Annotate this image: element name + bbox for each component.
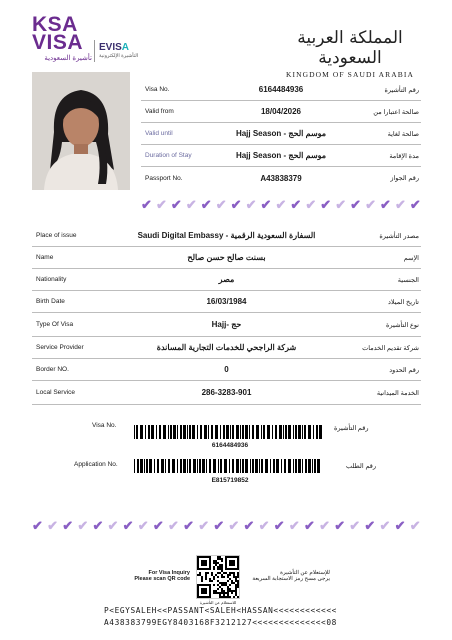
ksa-visa-logo — [32, 13, 92, 62]
check-mark-icon: ✔ — [379, 518, 391, 533]
field-value: Hajj- حج — [211, 320, 242, 329]
barcode-bar — [197, 459, 198, 473]
check-mark-icon: ✔ — [137, 518, 149, 533]
check-mark-icon: ✔ — [213, 518, 225, 533]
check-mark-icon: ✔ — [183, 518, 194, 533]
barcode-bar — [261, 459, 263, 473]
kingdom-header — [270, 28, 430, 79]
evisa-suffix: A — [121, 42, 130, 53]
field-duration — [141, 145, 421, 167]
check-mark-icon: ✔ — [107, 518, 119, 533]
field-border-no — [32, 359, 421, 381]
barcode-bar — [202, 459, 205, 473]
field-value: 18/04/2026 — [260, 107, 302, 116]
visa-barcode-label: Visa No. — [92, 422, 117, 429]
field-label-ar: الخدمة الميدانية — [376, 389, 419, 397]
barcode-bar — [288, 459, 291, 473]
barcode-bar — [242, 425, 244, 439]
field-birth-date — [32, 291, 421, 313]
field-value: Hajj Season - موسم الحج — [235, 129, 327, 138]
field-label: Name — [36, 254, 54, 261]
barcode-bar — [173, 425, 176, 439]
ksa-logo-line1: KSA — [32, 13, 78, 36]
check-mark-icon: ✔ — [260, 197, 272, 212]
kingdom-arabic: المملكة العربية السعودية — [297, 28, 403, 68]
barcode-bar — [224, 459, 227, 473]
check-mark-icon: ✔ — [380, 197, 391, 212]
barcode-bar — [285, 425, 287, 439]
barcode-bar — [144, 459, 145, 473]
visa-inquiry-text-ar — [246, 570, 330, 582]
holder-photo — [32, 72, 130, 190]
barcode-bar — [168, 459, 170, 473]
barcode-bar — [151, 425, 154, 439]
barcode-bar — [308, 425, 311, 439]
kingdom-english: KINGDOM OF SAUDI ARABIA — [285, 70, 414, 79]
check-mark-icon: ✔ — [228, 518, 240, 533]
visa-barcode-label-ar: رقم التأشيرة — [334, 425, 369, 432]
field-label-ar: رقم التأشيرة — [384, 86, 419, 94]
field-label-ar: رقم الجواز — [390, 175, 419, 182]
barcode-bar — [276, 459, 279, 473]
check-mark-icon: ✔ — [62, 518, 74, 533]
barcode-bar — [159, 425, 161, 439]
barcode-bar — [192, 425, 195, 439]
barcode-bar — [305, 459, 307, 473]
barcode-bar — [229, 459, 230, 473]
barcode-bar — [197, 425, 198, 439]
barcode-bar — [295, 425, 297, 439]
barcode-bar — [270, 459, 271, 473]
check-mark-icon: ✔ — [350, 197, 362, 212]
field-label-ar: صالحة اعتبارا من — [373, 108, 419, 116]
barcode-bar — [267, 425, 270, 439]
barcode-bar — [170, 425, 172, 439]
barcode-bar — [183, 459, 186, 473]
barcode-bar — [298, 459, 301, 473]
barcode-bar — [302, 425, 303, 439]
barcode-bar — [136, 425, 138, 439]
check-mark-icon: ✔ — [335, 197, 347, 212]
barcode-bar — [273, 459, 275, 473]
barcode-bar — [148, 425, 150, 439]
field-place-of-issue — [32, 225, 421, 247]
check-mark-icon: ✔ — [334, 518, 346, 533]
barcode-bar — [187, 425, 188, 439]
barcode-bar — [255, 459, 258, 473]
check-mark-icon: ✔ — [32, 518, 43, 533]
field-label: Visa No. — [145, 86, 170, 93]
barcode-bar — [180, 425, 182, 439]
barcode-bar — [226, 425, 229, 439]
check-mark-icon: ✔ — [288, 518, 300, 533]
barcode-bar — [140, 425, 143, 439]
check-mark-icon: ✔ — [47, 518, 59, 533]
barcode-bar — [242, 459, 244, 473]
barcode-bar — [213, 459, 216, 473]
field-value: Saudi Digital Embassy - السفارة السعودية الرقمية — [137, 231, 316, 240]
barcode-bar — [208, 425, 209, 439]
barcode-bar — [220, 425, 221, 439]
barcode-bar — [200, 425, 202, 439]
barcode-bar — [316, 425, 318, 439]
barcode-bar — [215, 425, 218, 439]
barcode-bar — [193, 459, 196, 473]
barcode-bar — [163, 425, 166, 439]
barcode-bar — [187, 459, 188, 473]
barcode-bar — [168, 425, 169, 439]
check-mark-icon: ✔ — [394, 197, 406, 212]
barcode-bar — [272, 425, 273, 439]
field-label: Place of issue — [36, 232, 77, 239]
barcode-bar — [134, 425, 135, 439]
barcode-bar — [275, 425, 277, 439]
check-mark-icon: ✔ — [170, 197, 182, 212]
barcode-bar — [232, 459, 234, 473]
barcode-bar — [314, 459, 316, 473]
barcode-bar — [232, 425, 234, 439]
barcode-bar — [189, 459, 191, 473]
check-mark-icon: ✔ — [200, 197, 212, 212]
field-label-ar: نوع التأشيرة — [386, 321, 419, 329]
barcode-bar — [180, 459, 182, 473]
field-value: بسنت صالح حسن صالح — [187, 253, 266, 262]
check-mark-icon: ✔ — [258, 518, 270, 533]
barcode-bar — [240, 425, 241, 439]
barcode-bar — [183, 425, 186, 439]
barcode-bar — [281, 459, 282, 473]
ksa-logo-arabic: تأشيرة السعودية — [44, 55, 92, 62]
field-label: Border NO. — [36, 366, 69, 373]
check-mark-icon: ✔ — [275, 197, 287, 212]
barcode-bar — [211, 425, 213, 439]
field-label-ar: شركة تقديم الخدمات — [362, 344, 419, 352]
field-label-ar: الإسم — [403, 254, 419, 262]
barcode-bar — [165, 459, 166, 473]
field-value: 0 — [224, 365, 229, 374]
barcode-bar — [252, 425, 254, 439]
field-value: شركة الراجحي للخدمات التجارية المساندة — [156, 343, 297, 352]
barcode-bar — [236, 425, 239, 439]
field-label: Valid until — [145, 130, 173, 137]
check-mark-icon: ✔ — [409, 518, 421, 533]
field-label: Birth Date — [36, 298, 65, 305]
field-value: 286-3283-901 — [201, 388, 252, 397]
barcode-bar — [157, 459, 159, 473]
barcode-bar — [304, 425, 306, 439]
barcode-bar — [240, 459, 241, 473]
barcode-bar — [209, 459, 211, 473]
barcode-bar — [302, 459, 303, 473]
barcode-bar — [293, 459, 294, 473]
barcode-bar — [252, 459, 254, 473]
barcode-bar — [288, 425, 291, 439]
barcode-bar — [189, 425, 191, 439]
field-service-provider — [32, 337, 421, 359]
check-mark-icon: ✔ — [305, 197, 317, 212]
barcode-bar — [154, 459, 155, 473]
field-passport-no — [141, 167, 421, 189]
field-nationality — [32, 269, 421, 291]
check-mark-icon: ✔ — [92, 518, 104, 533]
field-label-ar: رقم الحدود — [389, 366, 419, 374]
check-mark-icon: ✔ — [320, 197, 332, 212]
barcode-bar — [312, 459, 313, 473]
field-value: Hajj Season - موسم الحج — [235, 151, 327, 160]
barcode-bar — [220, 459, 222, 473]
barcode-bar — [293, 425, 294, 439]
mrz-line-1: P<EGYSALEH<<PASSANT<SALEH<HASSAN<<<<<<<<<<<< — [104, 606, 337, 615]
visa-inquiry-text — [110, 570, 190, 582]
field-label-ar: مدة الإقامة — [389, 152, 419, 160]
check-mark-icon: ✔ — [141, 197, 152, 212]
barcode-bar — [245, 459, 248, 473]
check-mark-icon: ✔ — [230, 197, 242, 212]
barcode-bar — [134, 459, 135, 473]
barcode-bar — [140, 459, 143, 473]
check-mark-icon: ✔ — [409, 197, 421, 212]
field-value: 6164484936 — [258, 85, 304, 94]
check-mark-icon: ✔ — [77, 518, 89, 533]
ksa-logo-line2: VISA — [32, 31, 84, 54]
barcode-bar — [279, 425, 282, 439]
barcode-bar — [283, 425, 284, 439]
check-mark-icon: ✔ — [122, 518, 134, 533]
qr-code — [196, 555, 240, 599]
field-valid-until — [141, 123, 421, 145]
barcode-bar — [156, 425, 157, 439]
barcode-bar — [263, 425, 265, 439]
field-label: Type Of Visa — [36, 321, 74, 328]
check-mark-icon: ✔ — [185, 197, 197, 212]
barcode-bar — [250, 459, 251, 473]
field-value: 16/03/1984 — [206, 297, 247, 306]
barcode-bar — [177, 459, 178, 473]
barcode-bar — [295, 459, 297, 473]
field-label: Nationality — [36, 276, 67, 283]
check-strip-bottom — [32, 518, 421, 534]
evisa-prefix: EVIS — [99, 42, 122, 53]
field-value: مصر — [218, 275, 235, 284]
check-mark-icon: ✔ — [303, 518, 315, 533]
barcode-bar — [284, 459, 286, 473]
inquiry-ar-line1: للإستعلام عن التأشيرة — [280, 570, 330, 576]
check-mark-icon: ✔ — [349, 518, 361, 533]
evisa-logo — [99, 42, 147, 59]
barcode-bar — [319, 425, 322, 439]
barcode-bar — [137, 459, 139, 473]
barcode-bar — [261, 425, 262, 439]
check-mark-icon: ✔ — [319, 518, 330, 533]
field-value: A43838379 — [260, 173, 302, 183]
evisa-arabic: التأشيرة الإلكترونية — [99, 53, 139, 59]
barcode-bar — [149, 459, 152, 473]
field-label: Local Service — [36, 389, 76, 396]
visa-barcode-number: 6164484936 — [211, 442, 249, 449]
barcode-bar — [230, 425, 231, 439]
qr-caption: للاستعلام عن التأشيرة — [199, 600, 237, 605]
check-mark-icon: ✔ — [273, 518, 285, 533]
check-strip-top — [141, 197, 421, 213]
field-local-service — [32, 381, 421, 405]
check-mark-icon: ✔ — [245, 197, 257, 212]
check-mark-icon: ✔ — [215, 197, 227, 212]
barcode-bar — [161, 459, 164, 473]
field-valid-from — [141, 101, 421, 123]
field-label-ar: مصدر التأشيرة — [379, 232, 419, 240]
check-mark-icon: ✔ — [155, 197, 167, 212]
barcode-bar — [259, 459, 260, 473]
inquiry-ar-line2: يرجى مسح رمز الاستجابة السريعة — [252, 576, 330, 582]
field-label-ar: الجنسية — [397, 276, 419, 284]
app-barcode-label: Application No. — [74, 461, 118, 468]
barcode-bar — [236, 459, 239, 473]
field-label: Duration of Stay — [145, 152, 192, 159]
barcode-bar — [256, 425, 259, 439]
barcode-bar — [199, 459, 201, 473]
field-label-ar: تاريخ الميلاد — [387, 298, 419, 306]
application-barcode — [134, 459, 326, 473]
app-barcode-label-ar: رقم الطلب — [346, 463, 377, 470]
field-visa-no — [141, 79, 421, 101]
barcode-bar — [146, 459, 148, 473]
check-mark-icon: ✔ — [290, 197, 302, 212]
check-mark-icon: ✔ — [198, 518, 210, 533]
field-label: Valid from — [145, 108, 174, 115]
barcode-bar — [308, 459, 311, 473]
inquiry-line1: For Visa Inquiry — [148, 570, 190, 576]
check-mark-icon: ✔ — [394, 518, 406, 533]
barcode-bar — [145, 425, 146, 439]
barcode-bar — [265, 459, 268, 473]
check-mark-icon: ✔ — [167, 518, 179, 533]
barcode-bar — [206, 459, 207, 473]
barcode-bar — [245, 425, 248, 439]
field-name — [32, 247, 421, 269]
field-label-ar: صالحة لغاية — [387, 130, 419, 138]
check-mark-icon: ✔ — [152, 518, 164, 533]
check-mark-icon: ✔ — [243, 518, 255, 533]
barcode-bar — [313, 425, 314, 439]
field-visa-type — [32, 313, 421, 337]
mrz-line-2: A438383799EGY8403168F3212127<<<<<<<<<<<<<<08 — [104, 618, 337, 627]
barcode-bar — [204, 425, 207, 439]
visa-barcode — [134, 425, 326, 439]
inquiry-line2: Please scan QR code — [134, 576, 190, 582]
field-label: Service Provider — [36, 344, 84, 351]
barcode-bar — [223, 425, 225, 439]
barcode-bar — [317, 459, 320, 473]
barcode-bar — [172, 459, 175, 473]
barcode-bar — [249, 425, 250, 439]
logo-divider — [94, 40, 95, 62]
barcode-bar — [177, 425, 178, 439]
barcode-bar — [218, 459, 219, 473]
check-mark-icon: ✔ — [364, 518, 376, 533]
application-barcode-number: E815719852 — [211, 477, 249, 484]
barcode-bar — [298, 425, 301, 439]
field-label: Passport No. — [145, 174, 183, 182]
check-mark-icon: ✔ — [365, 197, 376, 212]
